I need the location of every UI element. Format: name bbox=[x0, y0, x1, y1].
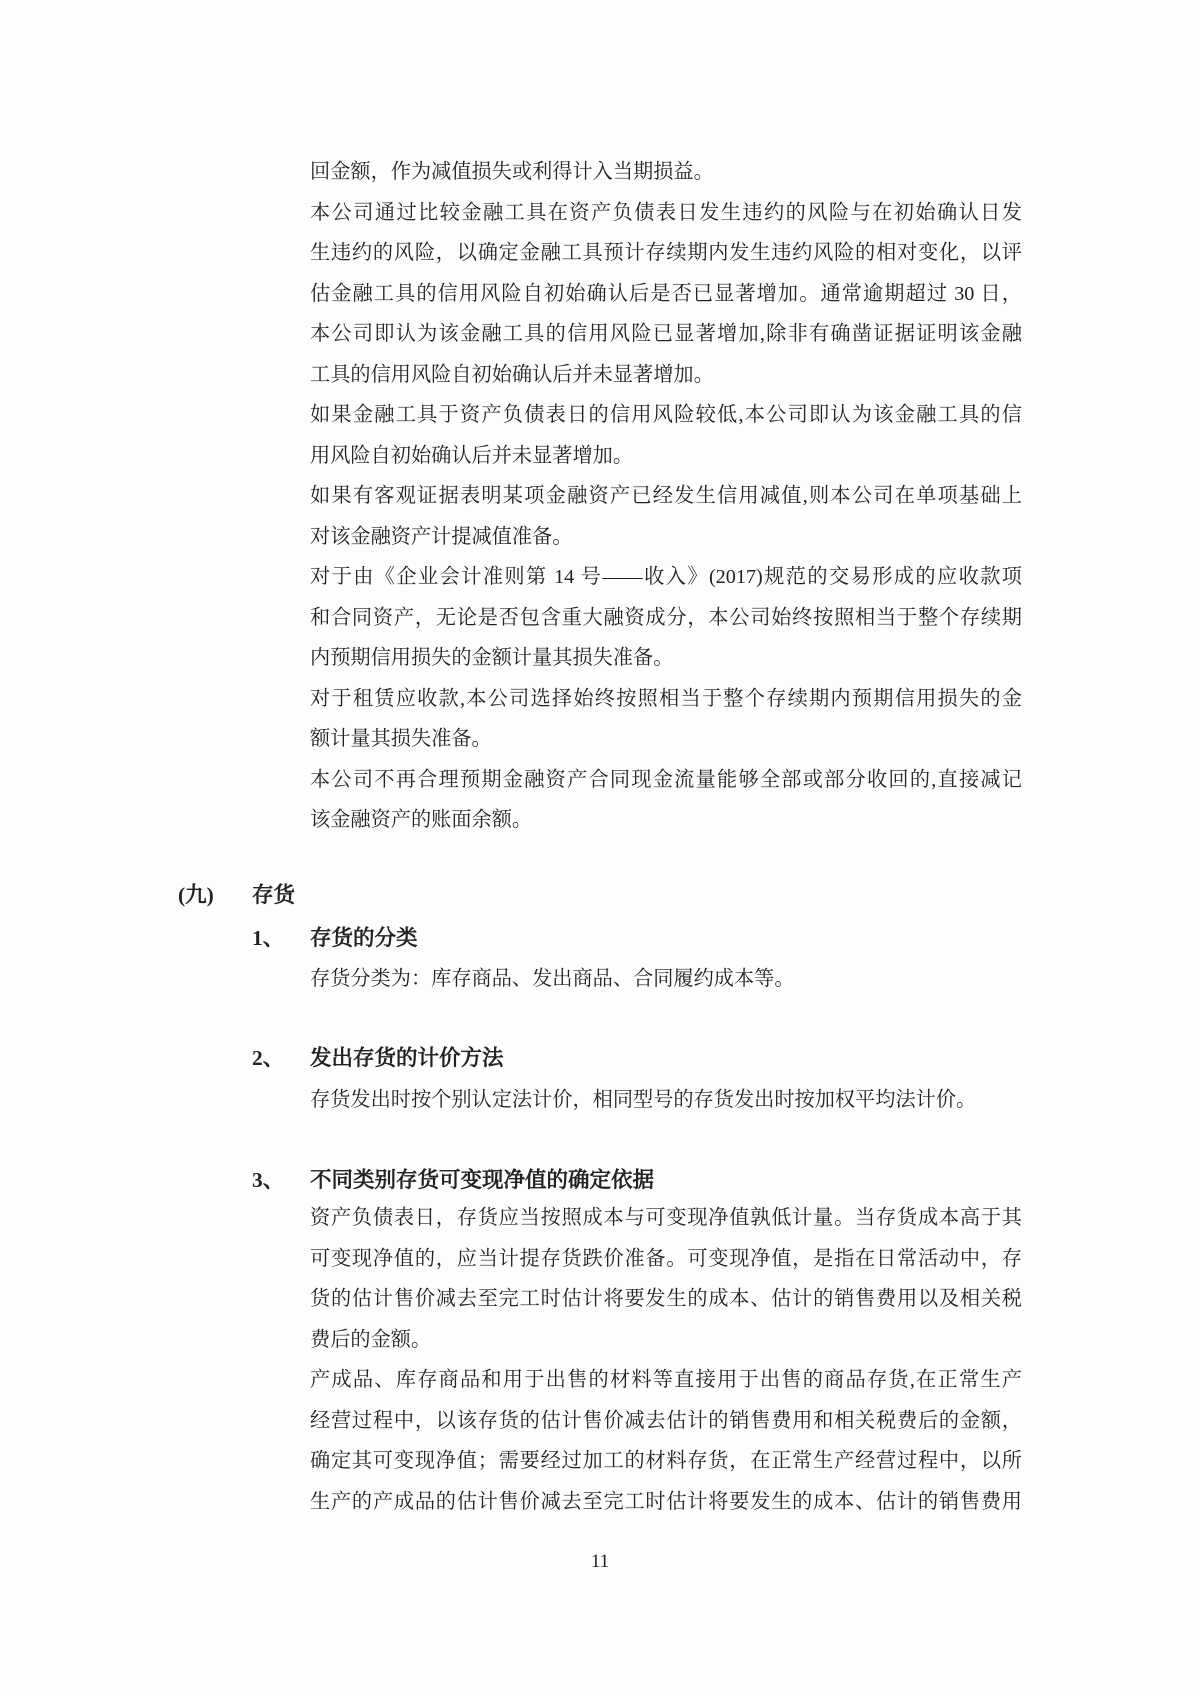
subsection-title: 发出存货的计价方法 bbox=[310, 1046, 504, 1070]
text-line: 确定其可变现净值；需要经过加工的材料存货，在正常生产经营过程中，以所 bbox=[310, 1450, 1022, 1472]
subsection-body bbox=[310, 1080, 1022, 1121]
subsection-number: 1、 bbox=[252, 926, 285, 950]
subsection-heading-row bbox=[0, 1038, 1200, 1079]
section-number: (九) bbox=[178, 883, 214, 907]
subsection-body bbox=[310, 1198, 1022, 1522]
text-line: 该金融资产的账面余额。 bbox=[310, 809, 533, 831]
paragraph-block-top bbox=[310, 152, 1022, 841]
text-line: 对于租赁应收款,本公司选择始终按照相当于整个存续期内预期信用损失的金 bbox=[310, 687, 1022, 710]
text-line: 产成品、库存商品和用于出售的材料等直接用于出售的商品存货,在正常生产 bbox=[310, 1369, 1022, 1391]
text-line: 用风险自初始确认后并未显著增加。 bbox=[310, 444, 634, 467]
text-line: 本公司不再合理预期金融资产合同现金流量能够全部或部分收回的,直接减记 bbox=[310, 768, 1022, 791]
text-line: 资产负债表日，存货应当按照成本与可变现净值孰低计量。当存货成本高于其 bbox=[310, 1207, 1022, 1229]
text-line: 如果有客观证据表明某项金融资产已经发生信用减值,则本公司在单项基础上 bbox=[310, 485, 1022, 507]
text-line: 费后的金额。 bbox=[310, 1328, 432, 1351]
text-line: 如果金融工具于资产负债表日的信用风险较低,本公司即认为该金融工具的信 bbox=[310, 404, 1022, 426]
subsection-heading-row bbox=[0, 918, 1200, 959]
text-line: 本公司通过比较金融工具在资产负债表日发生违约的风险与在初始确认日发 bbox=[310, 201, 1022, 224]
text-line: 对该金融资产计提减值准备。 bbox=[310, 525, 573, 548]
subsection-heading-row bbox=[0, 1160, 1200, 1201]
text-line: 内预期信用损失的金额计量其损失准备。 bbox=[310, 647, 674, 669]
text-line: 工具的信用风险自初始确认后并未显著增加。 bbox=[310, 363, 714, 386]
subsection-body bbox=[310, 959, 1022, 1000]
text-line: 存货分类为：库存商品、发出商品、合同履约成本等。 bbox=[310, 968, 795, 990]
text-line: 回金额，作为减值损失或利得计入当期损益。 bbox=[310, 161, 714, 183]
text-line: 额计量其损失准备。 bbox=[310, 728, 492, 750]
text-line: 生产的产成品的估计售价减去至完工时估计将要发生的成本、估计的销售费用 bbox=[310, 1490, 1022, 1513]
text-line: 生违约的风险，以确定金融工具预计存续期内发生违约风险的相对变化，以评 bbox=[310, 242, 1022, 264]
text-line: 对于由《企业会计准则第 14 号——收入》(2017)规范的交易形成的应收款项 bbox=[310, 566, 1022, 588]
text-line: 可变现净值的，应当计提存货跌价准备。可变现净值，是指在日常活动中，存 bbox=[310, 1247, 1022, 1270]
text-line: 存货发出时按个别认定法计价，相同型号的存货发出时按加权平均法计价。 bbox=[310, 1089, 977, 1111]
text-line: 和合同资产，无论是否包含重大融资成分，本公司始终按照相当于整个存续期 bbox=[310, 606, 1022, 629]
section-title: 存货 bbox=[252, 883, 296, 907]
subsection-title: 不同类别存货可变现净值的确定依据 bbox=[310, 1168, 655, 1192]
text-line: 估金融工具的信用风险自初始确认后是否已显著增加。通常逾期超过 30 日， bbox=[310, 282, 1022, 305]
section-heading-row bbox=[0, 875, 1200, 916]
text-line: 本公司即认为该金融工具的信用风险已显著增加,除非有确凿证据证明该金融 bbox=[310, 323, 1022, 345]
page-number: 11 bbox=[590, 1551, 610, 1572]
text-line: 货的估计售价减去至完工时估计将要发生的成本、估计的销售费用以及相关税 bbox=[310, 1288, 1022, 1310]
text-line: 经营过程中，以该存货的估计售价减去估计的销售费用和相关税费后的金额， bbox=[310, 1409, 1022, 1432]
subsection-number: 2、 bbox=[252, 1046, 285, 1070]
subsection-title: 存货的分类 bbox=[310, 926, 418, 950]
subsection-number: 3、 bbox=[252, 1168, 285, 1192]
